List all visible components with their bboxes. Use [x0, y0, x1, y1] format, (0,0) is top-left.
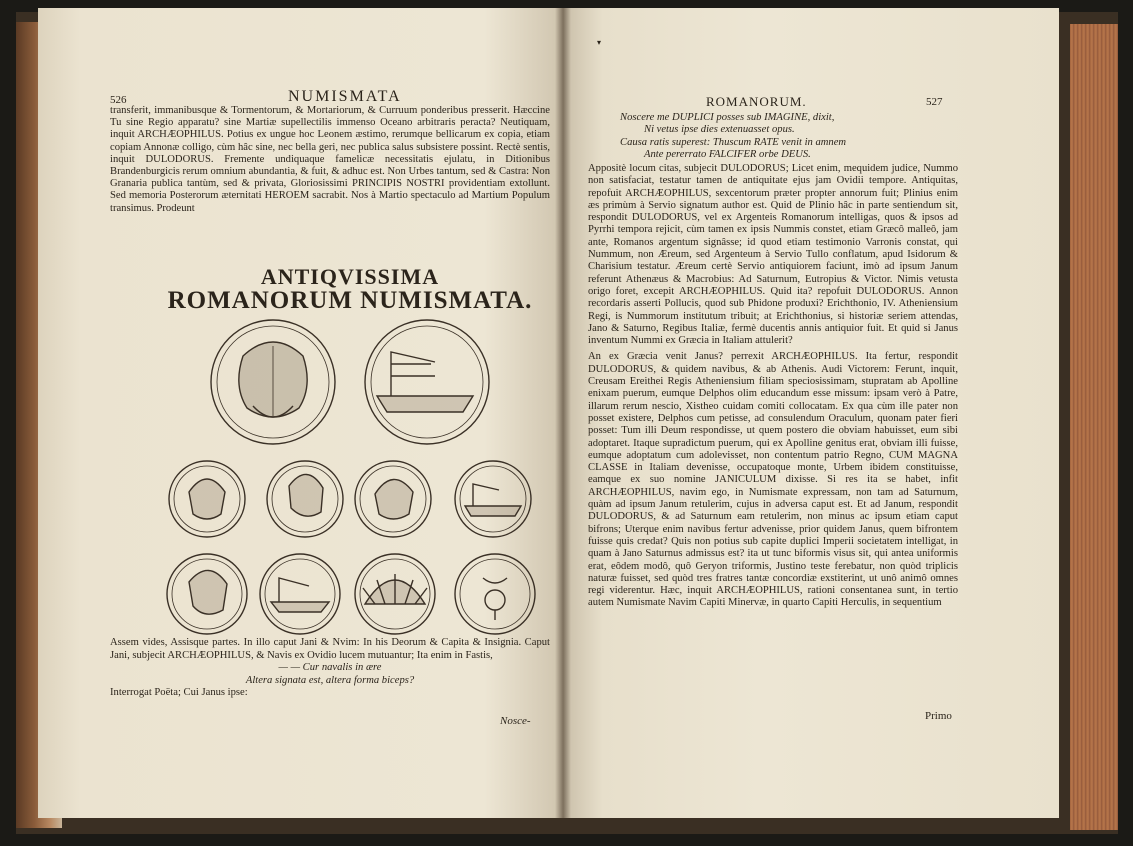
catchword-left: Nosce- — [500, 715, 531, 727]
ink-speck: ▾ — [597, 38, 602, 47]
verse-right-1: Noscere me DUPLICI posses sub IMAGINE, dixit, — [620, 112, 835, 123]
page-number-left: 526 — [110, 94, 127, 106]
coin-caduceus-symbol — [455, 554, 535, 634]
right-paragraph-1: Appositè locum citas, subjecit DULODORUS; Licet enim, mequidem judice, Nummo non satisfaciat, testatur tamen de antiquitate ejus jam Ovidii tempore. Antiquitas, repofuit ARCHÆOPHILUS, sexcentorum præter propter annorum fuit; Plinius enim æs primùm à Servio signatum author est. Quid de Plinio hâc in parte sentiendum sit, respondit DULODORUS, vel ex Argenteis Romanorum intelligas, quos & ipsos ad Pyrrhi tempora rejicit, cùm tamen ex ipsis Nummis constet, etiam Græcô malleô, jam ante, Romanos argentum signâsse; id quod etiam testimonio Varronis constat, qui Nummum, non Æreum, sed Argenteum à Servio Tullo conflatum, apud Isidorum & Charisium testatur. Æreum certè Servio antiquiorem faciunt, imò ad ipsum Janum referunt Athenæus & Macrobius: Ad Saturnum, Eutropius & Victor. Nimis vetusta origo foret, excepit ARCHÆOPHILUS. Quid ita? repofuit DULODORUS. Annon recordaris asserti Pollucis, quod sub Phidone produxi? Erichthonio, IV. Atheniensium Regi, is Nummorum institutum tribuit; at Erichthonius, si historiæ seriem attendas, Jano & Saturno, Regibus Italiæ, fermè ducentis annis antiquior fuit. Et quid si Janus inventum Nummi ex Græcia in Italiam attulerit? — [588, 163, 958, 347]
right-page-header — [620, 94, 1000, 114]
closing-line: Interrogat Poëta; Cui Janus ipse: — [110, 687, 248, 699]
coin-galley — [260, 554, 340, 634]
section-title-line-2: ROMANORUM NUMISMATA. — [167, 287, 533, 314]
coin-helmeted-head-2 — [355, 461, 431, 537]
after-plate-paragraph: Assem vides, Assisque partes. In illo caput Jani & Nvim: In his Deorum & Capita & Insignia. Caput Jani, subjecit ARCHÆOPHILUS, & Navis ex Ovidio lucem mutuantur; Ita enim in Fastis, — [110, 637, 550, 661]
catchword-right: Primo — [925, 710, 952, 722]
page-number-right: 527 — [926, 96, 943, 108]
coin-bearded-head — [167, 554, 247, 634]
verse-right-3: Causa ratis superest: Thuscum RATE venit in amnem — [620, 136, 847, 148]
section-title-line-1: ANTIQVISSIMA — [260, 264, 440, 289]
coin-plate-engraving — [165, 316, 555, 638]
coin-janus-head — [211, 320, 335, 444]
book-gutter — [555, 8, 571, 818]
coin-plate-illustration — [165, 316, 555, 638]
running-title-right: ROMANORUM. — [706, 94, 807, 109]
coin-female-head — [267, 461, 343, 537]
coin-scallop-shell — [355, 554, 435, 634]
verse-line-2: Altera signata est, altera forma biceps? — [245, 674, 415, 686]
coin-ship-prow-large — [365, 320, 489, 444]
coin-ship-prow-small — [455, 461, 531, 537]
right-paragraph-2: An ex Græcia venit Janus? perrexit ARCHÆOPHILUS. Ita fertur, respondit DULODORUS, & quidem navibus, & ab Athenis. Audi Victorem: Ferunt, inquit, Creusam Ereithei Regis Atheniensium filiam speciosissimam, stupratam ab Apolline enixam puerum, eumque Delphos olim educandum esse missum: ipsam verò à Patre, illarum rerum nescio, Xistheo cuidam comiti collocatam. Ex qua cùm ille pater non posset existere, Delphos cum petisse, ad consulendum Oraculum, quonam pater fieri posset: Tum illi Deum respondisse, ut quem postero die obviam habuisset, eum sibi adoptaret. Itaque supradictum puerum, qui ex Apolline genitus erat, obviam illi fuisse, eumque adoptatum cum adolevisset, non contentum patrio Regno, CUM MAGNA CLASSE in Italiam devenisse, occupatoque monte, Urbem ibidem constituisse, eamque ex suo nomine JANICULUM dixisse. Si res ita se habet, infit ARCHÆOPHILUS, navim ego, in Numismate expressam, non tam ad Saturnum, quàm ad ipsum Janum retulerim, cujus in adversa caput est. Et ad Janum, respondit DULODORUS, & ad Saturnum eam retulerim, non minus ac ipsum etiam caput bifrons; Uterque enim navibus fertur advenisse, prior quidem Janus, quem bifrontem fuisse quis credat? Quis non potius sub capite duplici Imperii societatem intelligat, in quam à Jano Saturnus admissus est? ita ut tunc biformis visus sit, qui antea uniformis erat, eôdem modô, quô Geryon triformis, Justino teste ferebatur, non quòd triplicis naturæ fuisset, sed quòd tres fratres tantæ concordiæ exstiterint, ut unô animô omnes regi viderentur. Hæc, inquit ARCHÆOPHILUS, rationi consentanea sunt, in tertio autem Numismate Navim Capiti Minervæ, in quarto Capiti Herculis, in sequentium — [588, 351, 958, 609]
left-opening-paragraph: transferit, immanibusque & Tormentorum, & Mortariorum, & Curruum ponderibus presserit. Hæccine Tu sine Regio apparatu? sine Martiæ supellectilis immenso Oceano arbitraris peracta? Neutiquam, inquit ARCHÆOPHILUS. Potius ex ungue hoc Leonem æstimo, rerumque bellicarum ex copia, etiam copiam Annonæ colligo, cùm hâc sine, nec bella geri, nec publica salus subsistere possint. Rectè sentis, inquit DULODORUS. Fremente undiquaque famelicæ necessitatis ejulatu, in Ditionibus Brandenburgicis rerum omnium abundantia, & fuit, & adhuc est. Non Urbes tantum, sed & Castra: Non Granaria publica tantùm, sed & privata, Gloriosissimi PRINCIPIS NOSTRI providentiam extollunt. Sed memoria Posterorum æternitati HEROEM sacrabit. Nos à Martio spectaculo ad Martium Populum transimus. Prodeunt — [110, 105, 550, 214]
verse-line-1: — — Cur navalis in ære — [278, 662, 382, 674]
right-page-verses — [620, 112, 950, 162]
running-title-left: NUMISMATA — [288, 88, 402, 105]
section-title — [150, 266, 550, 314]
verse-right-2: Ni vetus ipse dies extenuasset opus. — [644, 124, 795, 136]
coin-helmeted-head-1 — [169, 461, 245, 537]
right-page-body — [588, 163, 958, 614]
book-page-edges-right — [1070, 24, 1118, 830]
verse-right-4: Ante pererrato FALCIFER orbe DEUS. — [644, 149, 811, 161]
left-page-lower-text — [110, 637, 550, 700]
left-page-body — [110, 105, 550, 215]
